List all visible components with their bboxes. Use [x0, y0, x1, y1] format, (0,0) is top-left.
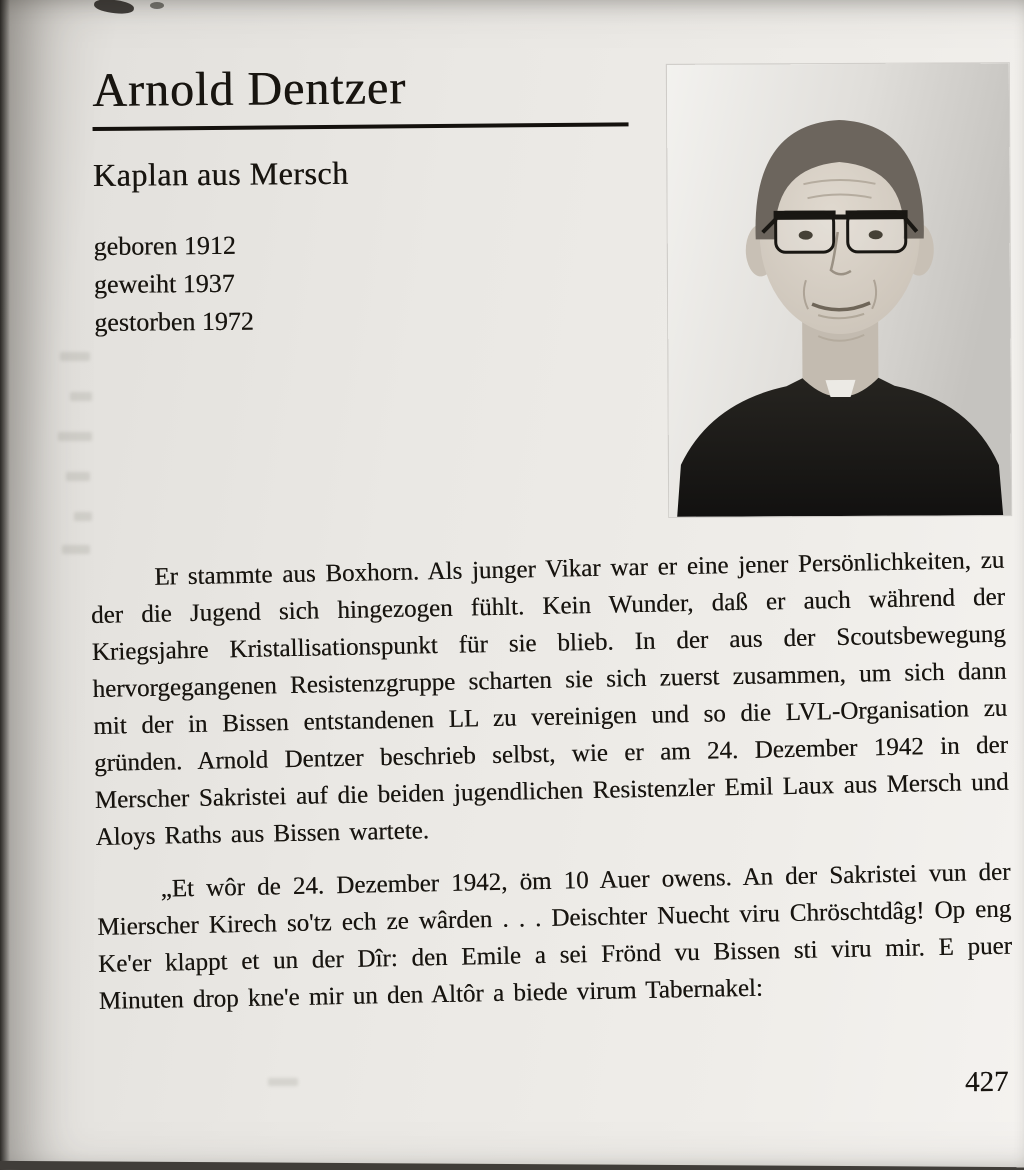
page-subtitle: Kaplan aus Mersch	[92, 155, 349, 194]
binding-shadow	[0, 0, 10, 1170]
page-header	[92, 61, 654, 342]
born-line: geboren 1912	[93, 231, 236, 262]
body-text	[90, 542, 1013, 1036]
bleed-through-mark	[60, 352, 90, 361]
portrait-photo	[667, 63, 1011, 517]
died-line: gestorben 1972	[94, 306, 254, 338]
ordained-line: geweiht 1937	[93, 269, 235, 300]
bleed-through-mark	[58, 432, 92, 441]
bleed-through-mark	[268, 1078, 298, 1086]
scan-smudge	[150, 2, 164, 9]
page-number: 427	[964, 1065, 1009, 1099]
quote-paragraph: „Et wôr de 24. Dezember 1942, öm 10 Auer owens. An der Sakristei vun der Mierscher Kirech so'tz ech ze wârden . . . Deischter Nuecht viru Chröschtdâg! Op eng Ke'er klappt et un der Dîr: den Emile a sei Frönd vu Bissen sti viru mir. E puer Minuten drop kne'e mir un den Altôr a biede virum Tabernakel:	[97, 858, 1013, 1015]
life-dates	[93, 223, 654, 342]
page-bottom-edge	[0, 1161, 1024, 1170]
title-rule	[93, 123, 629, 132]
bleed-through-mark	[62, 545, 90, 554]
bleed-through-mark	[66, 472, 90, 481]
bleed-through-mark	[70, 392, 92, 401]
scan-smudge	[93, 0, 134, 15]
page-title: Arnold Dentzer	[91, 61, 407, 117]
bleed-through-mark	[74, 512, 92, 521]
biography-paragraph: Er stammte aus Boxhorn. Als junger Vikar war er eine jener Persönlichkeiten, zu der die Jugend sich hingezogen fühlt. Kein Wunder, daß er auch während der Kriegsjahre Kristallisationspunkt für sie blieb. In der aus der Scoutsbewegung hervorgegangenen Resistenzgruppe scharten sie sich zuerst zusammen, um sich dann mit der in Bissen entstandenen LL zu vereinigen und so die LVL-Organisation zu gründen. Arnold Dentzer beschrieb selbst, wie er am 24. Dezember 1942 in der Merscher Sakristei auf die beiden jugendlichen Resistenzler Emil Laux aus Mersch und Aloys Raths aus Bissen wartete.	[90, 546, 1009, 851]
